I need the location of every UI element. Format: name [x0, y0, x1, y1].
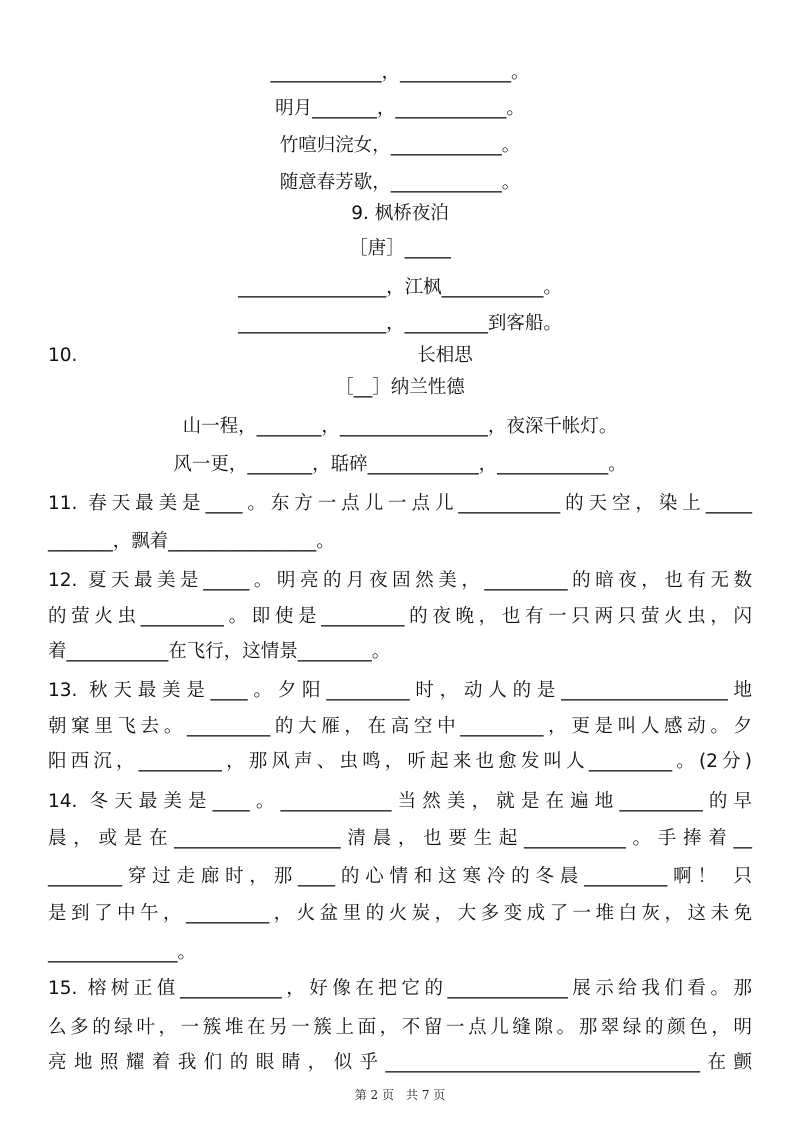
question-line: 着___________在飞行，这情景________。: [48, 641, 391, 662]
question-line: 的萤火虫_________。即使是_________的夜晚，也有一只两只萤火虫，闪: [48, 606, 752, 627]
question-line: 么多的绿叶，一簇堆在另一簇上面，不留一点儿缝隙。那翠绿的颜色，明: [48, 1017, 752, 1038]
poem-title: 长相思: [417, 345, 473, 366]
poem-line: ________________，江枫___________。: [238, 277, 562, 298]
poem-line: 山一程，_______，________________，夜深千帐灯。: [182, 416, 618, 437]
poem-line: 竹喧归浣女，____________。: [279, 135, 521, 156]
question-line: 亮地照耀着我们的眼睛，似乎__________________________________在颤: [48, 1052, 752, 1073]
question-number: 10.: [48, 345, 78, 366]
question-line: 13. 秋天最美是____。夕阳_________时，动人的是__________________地: [48, 680, 752, 701]
poem-line: 随意春芳歇，____________。: [279, 172, 521, 193]
question-line: 是到了中午，_________，火盆里的火炭，大多变成了一堆白灰，这未免: [48, 903, 752, 924]
poem-line: ________________，_________到客船。: [238, 313, 562, 334]
poem-line: ____________，____________。: [270, 62, 530, 83]
poem-title: 9. 枫桥夜泊: [351, 203, 449, 224]
question-line: ______________。: [48, 942, 197, 963]
question-line: 朝窠里飞去。_________的大雁，在高空中_________，更是叫人感动。夕: [48, 716, 752, 737]
question-line: _______，飘着________________。: [48, 531, 335, 552]
poem-line: 风一更，_______，聒碎____________，____________。: [173, 454, 627, 475]
poem-line: 明月_______，____________。: [275, 98, 525, 119]
page-footer: 第 2 页 共 7 页: [354, 1088, 446, 1102]
question-line: ________穿过走廊时，那____的心情和这寒冷的冬晨_________啊！ 只: [48, 866, 752, 887]
question-line: 12. 夏天最美是_____。明亮的月夜固然美，_________的暗夜，也有无数: [48, 570, 752, 591]
poem-author: ［唐］_____: [349, 238, 451, 259]
question-line: 15. 榕树正值___________，好像在把它的_____________展示给我们看。那: [48, 978, 752, 999]
poem-author: ［__］纳兰性德: [335, 377, 465, 398]
question-line: 晨，或是在__________________清晨，也要生起___________。手捧着__: [48, 828, 752, 849]
question-line: 11. 春天最美是____。东方一点儿一点儿___________的天空，染上_____: [48, 493, 752, 514]
question-line: 14. 冬天最美是____。____________当然美，就是在遍地_________的早: [48, 791, 752, 812]
question-line: 阳西沉，_________，那风声、虫鸣，听起来也愈发叫人_________。(2分): [48, 751, 752, 772]
